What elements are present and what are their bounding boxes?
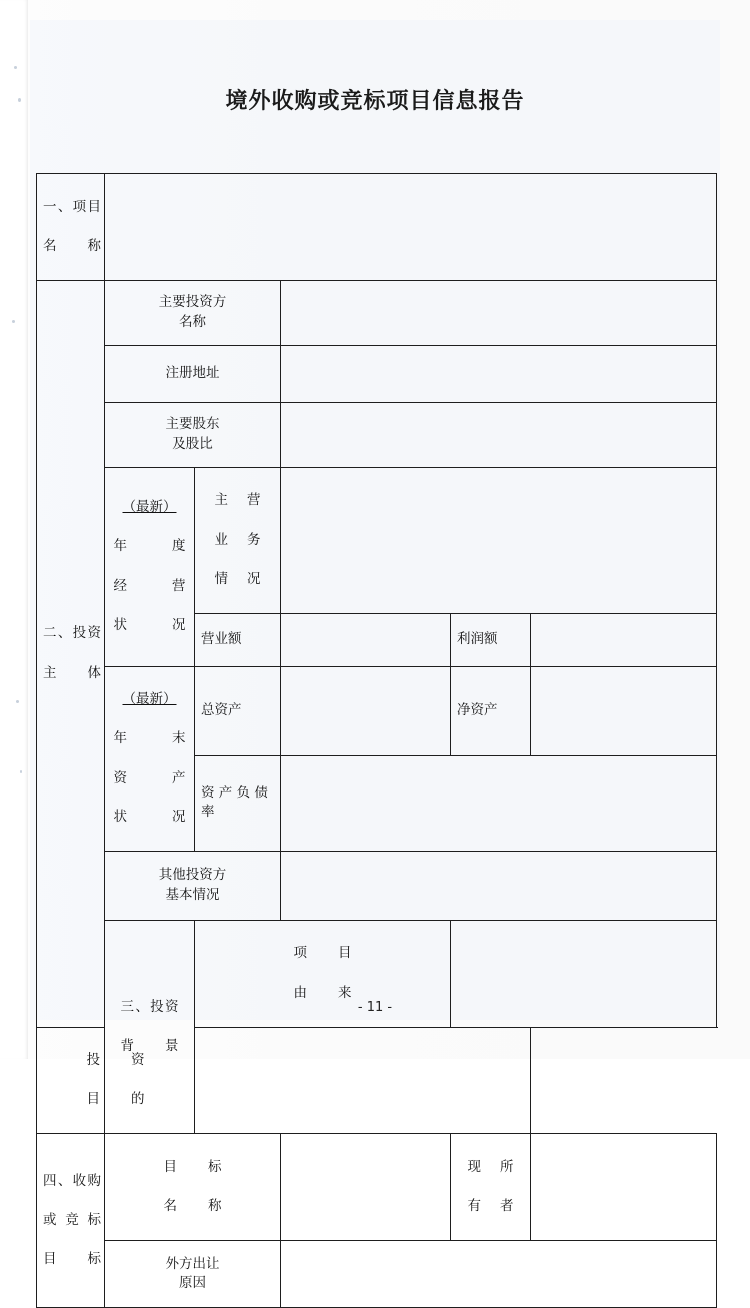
table-row-main-business xyxy=(37,467,717,613)
row-label-line3: 状 况 xyxy=(113,616,186,633)
row-label-target-name xyxy=(105,1134,281,1241)
row-label-line1: 主要投资方 xyxy=(158,294,227,311)
row-label-revenue: 营业额 xyxy=(195,613,281,666)
row-label-line1: 外方出让 xyxy=(165,1255,220,1272)
row-label-line1: 其他投资方 xyxy=(158,867,227,884)
field-invest-purpose[interactable] xyxy=(195,1027,531,1134)
section-label-line2: 名称 xyxy=(43,237,101,254)
row-label-line2: 资 产 xyxy=(113,769,186,786)
field-transfer-reason[interactable] xyxy=(281,1241,717,1308)
row-label-profit: 利润额 xyxy=(451,613,531,666)
row-label-line2: 由 来 xyxy=(293,984,352,1001)
section-label-investor xyxy=(37,280,105,1027)
row-label-line2: 名称 xyxy=(179,313,206,330)
row-label-line3: 状 况 xyxy=(113,808,186,825)
row-label-transfer-reason xyxy=(105,1241,281,1308)
section-label-line2: 或竞标 xyxy=(43,1212,101,1229)
row-label-line2: 名 称 xyxy=(163,1198,222,1215)
page-title: 境外收购或竞标项目信息报告 xyxy=(225,89,525,114)
section-label-line1: 四、收购 xyxy=(43,1172,101,1189)
row-label-line2: 目 的 xyxy=(86,1091,145,1108)
row-label-line2: 业 务 xyxy=(214,531,261,548)
row-label-line1: 目 标 xyxy=(163,1159,222,1175)
section-label-line3: 目标 xyxy=(43,1251,101,1268)
row-label-line1: 年 度 xyxy=(113,538,186,555)
table-row-total-net-assets xyxy=(37,666,717,755)
table-row-project-name xyxy=(37,174,717,281)
section-label-line2: 背景 xyxy=(120,1037,179,1054)
section-label-target xyxy=(37,1134,105,1308)
section-label-line1: 一、项目 xyxy=(43,198,101,215)
row-label-line1: 现 所 xyxy=(467,1159,514,1175)
scan-speck xyxy=(16,700,19,703)
section-label-line1: 三、投资 xyxy=(120,998,179,1015)
field-reg-address[interactable] xyxy=(281,345,717,402)
page-left-edge xyxy=(0,0,28,1059)
row-label-line2: 有 者 xyxy=(467,1198,514,1215)
row-label-line1: 主 营 xyxy=(214,492,261,509)
field-total-assets[interactable] xyxy=(281,666,451,755)
row-label-line1: 主要股东 xyxy=(165,416,220,433)
field-project-name[interactable] xyxy=(105,174,717,281)
field-revenue[interactable] xyxy=(281,613,451,666)
field-shareholders[interactable] xyxy=(281,402,717,467)
table-row-transfer-reason xyxy=(37,1241,717,1308)
row-label-line2: 基本情况 xyxy=(165,886,220,903)
section-label-line2: 主体 xyxy=(43,664,101,681)
row-label-line1: 项 目 xyxy=(293,945,352,962)
row-label-line2: 原因 xyxy=(179,1275,206,1292)
latest-tag: （最新） xyxy=(122,499,177,516)
row-label-line1: 投 资 xyxy=(86,1052,145,1069)
row-label-reg-address: 注册地址 xyxy=(105,345,281,402)
row-label-line2: 经 营 xyxy=(113,577,186,594)
row-label-shareholders xyxy=(105,402,281,467)
row-label-line1: 资 产 负 债 xyxy=(201,784,268,801)
row-label-year-end-assets xyxy=(105,666,195,851)
scan-speck xyxy=(20,770,22,773)
row-label-debt-ratio xyxy=(195,755,281,851)
field-investor-name[interactable] xyxy=(281,280,717,345)
table-row-target-name xyxy=(37,1134,717,1241)
information-report-form xyxy=(36,173,717,1308)
row-label-other-investors xyxy=(105,851,281,920)
row-label-line3: 情 况 xyxy=(214,570,261,587)
row-label-line2: 及股比 xyxy=(172,435,213,452)
row-label-net-assets: 净资产 xyxy=(451,666,531,755)
section-label-project-name xyxy=(37,174,105,281)
table-row-shareholders xyxy=(37,402,717,467)
row-label-investor-name xyxy=(105,280,281,345)
row-label-operating-status xyxy=(105,467,195,666)
field-profit[interactable] xyxy=(531,613,717,666)
row-label-total-assets: 总资产 xyxy=(195,666,281,755)
page-number: - 11 - xyxy=(357,1000,393,1015)
row-label-main-business xyxy=(195,467,281,613)
latest-tag: （最新） xyxy=(122,691,177,708)
section-label-line1: 二、投资 xyxy=(43,625,101,642)
row-label-current-owner xyxy=(451,1134,531,1241)
scan-speck xyxy=(12,320,15,323)
scan-speck xyxy=(14,66,17,69)
field-main-business[interactable] xyxy=(281,467,717,613)
field-other-investors[interactable] xyxy=(281,851,717,920)
table-row-reg-address xyxy=(37,345,717,402)
table-row-other-investors xyxy=(37,851,717,920)
field-target-name[interactable] xyxy=(281,1134,451,1241)
row-label-line2: 率 xyxy=(201,804,215,821)
table-row-investor-name xyxy=(37,280,717,345)
row-label-line1: 年 末 xyxy=(113,730,186,747)
field-debt-ratio[interactable] xyxy=(281,755,717,851)
field-current-owner[interactable] xyxy=(531,1134,717,1241)
field-net-assets[interactable] xyxy=(531,666,717,755)
